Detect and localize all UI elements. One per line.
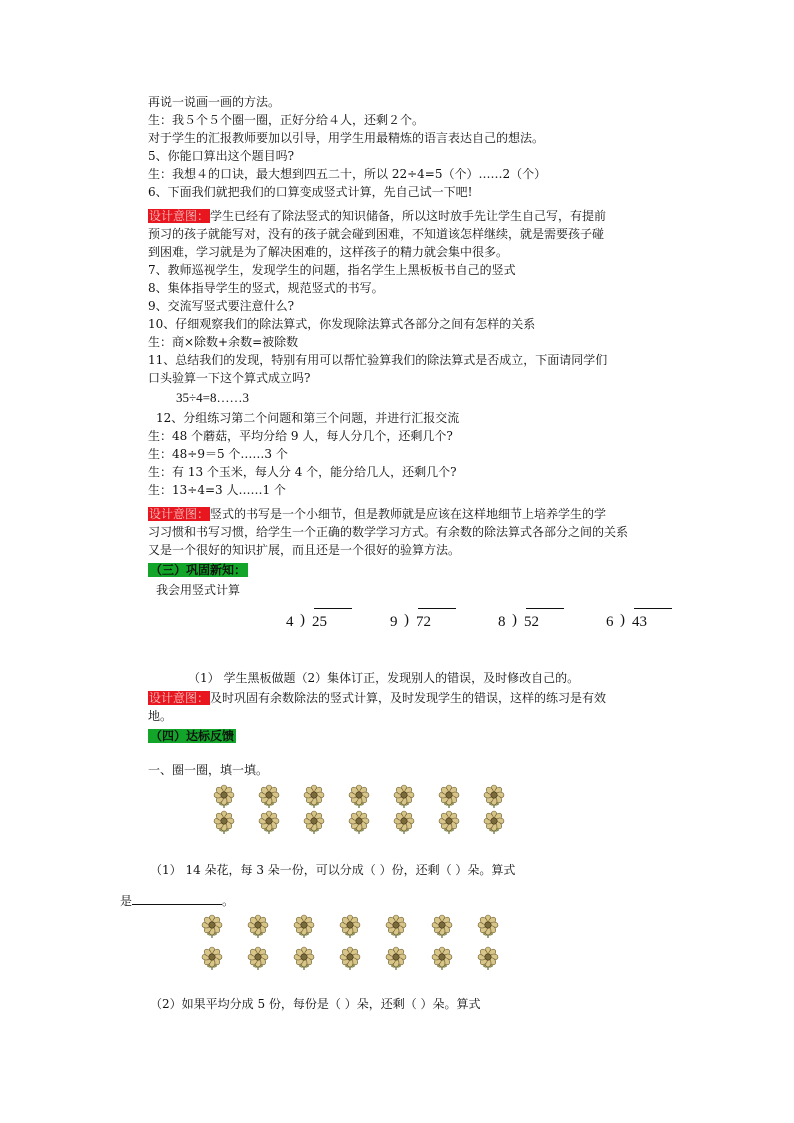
sunflower-icon (437, 810, 461, 834)
design-intent-line: 又是一个很好的知识扩展，而且还是一个很好的验算方法。 (148, 543, 461, 557)
sunflower-icon (430, 914, 454, 938)
sunflower-icon (257, 784, 281, 808)
sunflower-icon (212, 784, 236, 808)
division-bracket: ) (512, 612, 517, 628)
sunflower-icon (482, 810, 506, 834)
sunflower-icon (347, 810, 371, 834)
paragraph-line: 5、你能口算出这个题目吗? (148, 149, 295, 163)
division-problem (286, 606, 366, 636)
sunflower-icon (476, 946, 500, 970)
sunflower-icon (302, 810, 326, 834)
paragraph-line: 生：我５个５个圈一圈，正好分给４人，还剩２个。 (148, 113, 425, 127)
sunflower-icon (200, 914, 224, 938)
division-bar (314, 608, 352, 609)
practice-label: 我会用竖式计算 (156, 583, 241, 597)
sunflower-icon (430, 946, 454, 970)
division-problems (286, 606, 666, 636)
division-problem (498, 606, 578, 636)
paragraph-line: 10、仔细观察我们的除法算式，你发现除法算式各部分之间有怎样的关系 (148, 317, 536, 331)
sunflower-icon (200, 946, 224, 970)
sunflower-icon (482, 784, 506, 808)
sunflower-icon (212, 810, 236, 834)
sunflower-icon (338, 946, 362, 970)
design-intent-1 (148, 208, 606, 224)
paragraph-line: 9、交流写竖式要注意什么? (148, 299, 295, 313)
division-bar (634, 608, 672, 609)
answer-blank[interactable] (132, 892, 222, 905)
paragraph-line: 生：商×除数+余数=被除数 (148, 335, 299, 349)
question-1-continued (120, 892, 234, 909)
sunflower-icon (392, 784, 416, 808)
paragraph-line: 生：我想４的口诀，最大想到四五二十，所以 22÷4=5（个）……2（个） (148, 167, 547, 181)
divisor: 6 (606, 614, 614, 630)
design-intent-tag: 设计意图： (149, 691, 210, 705)
design-intent-3 (148, 690, 606, 706)
division-bar (418, 608, 456, 609)
divisor: 8 (498, 614, 506, 630)
paragraph-line: 生：13÷4=3 人……1 个 (148, 483, 286, 497)
sunflower-icon (392, 810, 416, 834)
sunflower-icon (384, 914, 408, 938)
sunflower-icon (246, 946, 270, 970)
sunflower-icon (292, 946, 316, 970)
design-intent-text: 学生已经有了除法竖式的知识储备，所以这时放手先让学生自己写，有提前 (210, 209, 607, 223)
paragraph-line: 6、下面我们就把我们的口算变成竖式计算，先自己试一下吧! (148, 185, 473, 199)
sunflower-icon (476, 914, 500, 938)
paragraph-line: 生：有 13 个玉米，每人分 4 个，能分给几人，还剩几个? (148, 465, 457, 479)
paragraph-line: 生：48÷9＝5 个……3 个 (148, 447, 288, 461)
paragraph-line: 8、集体指导学生的竖式，规范竖式的书写。 (148, 281, 384, 295)
flower-grid-2 (200, 914, 500, 978)
paragraph-line: 口头验算一下这个算式成立吗? (148, 371, 311, 385)
flower-grid-1 (212, 784, 512, 840)
design-intent-tag: 设计意图： (149, 507, 210, 521)
dividend: 25 (312, 614, 327, 630)
design-intent-line: 地。 (148, 709, 173, 723)
division-bracket: ) (620, 612, 625, 628)
section-tag: （四）达标反馈 (150, 729, 235, 743)
question-2: （2）如果平均分成 5 份，每份是（ ）朵，还剩（ ）朵。算式 (150, 997, 481, 1011)
design-intent-line: 习习惯和书写习惯，给学生一个正确的数学学习方式。有余数的除法算式各部分之间的关系 (148, 525, 629, 539)
sunflower-icon (246, 914, 270, 938)
formula-line: 35÷4=8……3 (176, 390, 249, 405)
paragraph-line: 12、分组练习第二个问题和第三个问题，并进行汇报交流 (156, 411, 460, 425)
sunflower-icon (302, 784, 326, 808)
divisor: 4 (286, 614, 294, 630)
division-bracket: ) (300, 612, 305, 628)
sunflower-icon (338, 914, 362, 938)
section-heading-3 (148, 562, 248, 578)
design-intent-tag: 设计意图： (149, 209, 210, 223)
question-1: （1） 14 朵花，每 3 朵一份，可以分成（ ）份，还剩（ ）朵。算式 (150, 863, 516, 877)
answer-suffix: 。 (222, 894, 235, 908)
design-intent-text: 竖式的书写是一个小细节，但是教师就是应该在这样地细节上培养学生的学 (210, 507, 607, 521)
steps-line: （1） 学生黑板做题（2）集体订正，发现别人的错误，及时修改自己的。 (188, 671, 580, 685)
section-heading-4 (148, 728, 236, 744)
sunflower-icon (347, 784, 371, 808)
paragraph-line: 7、教师巡视学生，发现学生的问题，指名学生上黑板板书自己的竖式 (148, 263, 516, 277)
division-problem (606, 606, 686, 636)
sunflower-icon (292, 914, 316, 938)
division-problem (390, 606, 470, 636)
design-intent-text: 及时巩固有余数除法的竖式计算，及时发现学生的错误，这样的练习是有效 (210, 691, 607, 705)
sunflower-icon (384, 946, 408, 970)
design-intent-2 (148, 506, 606, 522)
answer-prefix: 是 (120, 894, 133, 908)
sunflower-icon (257, 810, 281, 834)
exercise-title: 一、圈一圈，填一填。 (148, 763, 269, 777)
dividend: 43 (632, 614, 647, 630)
design-intent-line: 到困难，学习就是为了解决困难的，这样孩子的精力就会集中很多。 (148, 245, 509, 259)
sunflower-icon (437, 784, 461, 808)
dividend: 72 (416, 614, 431, 630)
division-bracket: ) (404, 612, 409, 628)
section-tag: （三）巩固新知： (150, 563, 247, 577)
paragraph-line: 对于学生的汇报教师要加以引导，用学生用最精炼的语言表达自己的想法。 (148, 131, 545, 145)
paragraph-line: 11、总结我们的发现，特别有用可以帮忙验算我们的除法算式是否成立，下面请同学们 (148, 353, 608, 367)
paragraph-line: 再说一说画一画的方法。 (148, 95, 281, 109)
divisor: 9 (390, 614, 398, 630)
design-intent-line: 预习的孩子就能写对，没有的孩子就会碰到困难，不知道该怎样继续，就是需要孩子碰 (148, 227, 605, 241)
dividend: 52 (524, 614, 539, 630)
division-bar (526, 608, 564, 609)
paragraph-line: 生：48 个蘑菇，平均分给 9 人，每人分几个，还剩几个? (148, 429, 453, 443)
